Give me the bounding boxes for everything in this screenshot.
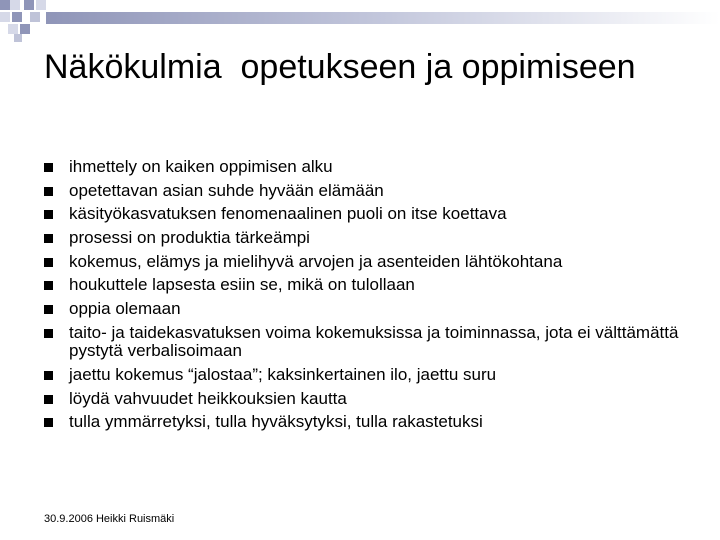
square-bullet-icon (44, 258, 53, 267)
bullet-item (44, 229, 684, 248)
bullet-item (44, 324, 684, 361)
slide-footer: 30.9.2006 Heikki Ruismäki (44, 513, 175, 525)
square-bullet-icon (44, 395, 53, 404)
bullet-text: tulla ymmärretyksi, tulla hyväksytyksi, tulla rakastetuksi (69, 412, 483, 432)
square-bullet-icon (44, 187, 53, 196)
bullet-text: jaettu kokemus “jalostaa”; kaksinkertainen ilo, jaettu suru (69, 365, 497, 384)
bullet-item (44, 300, 684, 319)
bullet-item (44, 276, 684, 295)
bullet-item (44, 253, 684, 272)
bullet-item (44, 366, 684, 385)
bullet-item (44, 158, 684, 177)
bullet-text: prosessi on produktia tärkeämpi (69, 228, 310, 248)
square-bullet-icon (44, 329, 53, 338)
bullet-list (44, 158, 684, 437)
bullet-text: ihmettely on kaiken oppimisen alku (69, 157, 333, 176)
bullet-text: taito- ja taidekasvatuksen voima kokemuksissa ja toiminnassa, jota ei välttämättä pystytä verbalisoimaan (69, 322, 679, 361)
square-bullet-icon (44, 210, 53, 219)
bullet-text: opetettavan asian suhde hyvään elämään (69, 180, 384, 200)
square-bullet-icon (44, 371, 53, 380)
bullet-item (44, 413, 684, 432)
square-bullet-icon (44, 418, 53, 427)
bullet-text: houkuttele lapsesta esiin se, mikä on tulollaan (69, 275, 415, 295)
slide-title: Näkökulmia opetukseen ja oppimiseen (44, 48, 636, 86)
checker-squares (0, 0, 46, 42)
square-bullet-icon (44, 234, 53, 243)
square-bullet-icon (44, 163, 53, 172)
bullet-text: kokemus, elämys ja mielihyvä arvojen ja asenteiden lähtökohtana (69, 251, 563, 271)
gradient-bar (46, 12, 720, 24)
bullet-text: löydä vahvuudet heikkouksien kautta (69, 388, 347, 408)
bullet-text: oppia olemaan (69, 299, 181, 319)
bullet-item (44, 205, 684, 224)
square-bullet-icon (44, 305, 53, 314)
bullet-item (44, 182, 684, 201)
bullet-item (44, 390, 684, 409)
header-decoration (0, 0, 720, 46)
bullet-text: käsityökasvatuksen fenomenaalinen puoli on itse koettava (69, 204, 507, 224)
square-bullet-icon (44, 281, 53, 290)
